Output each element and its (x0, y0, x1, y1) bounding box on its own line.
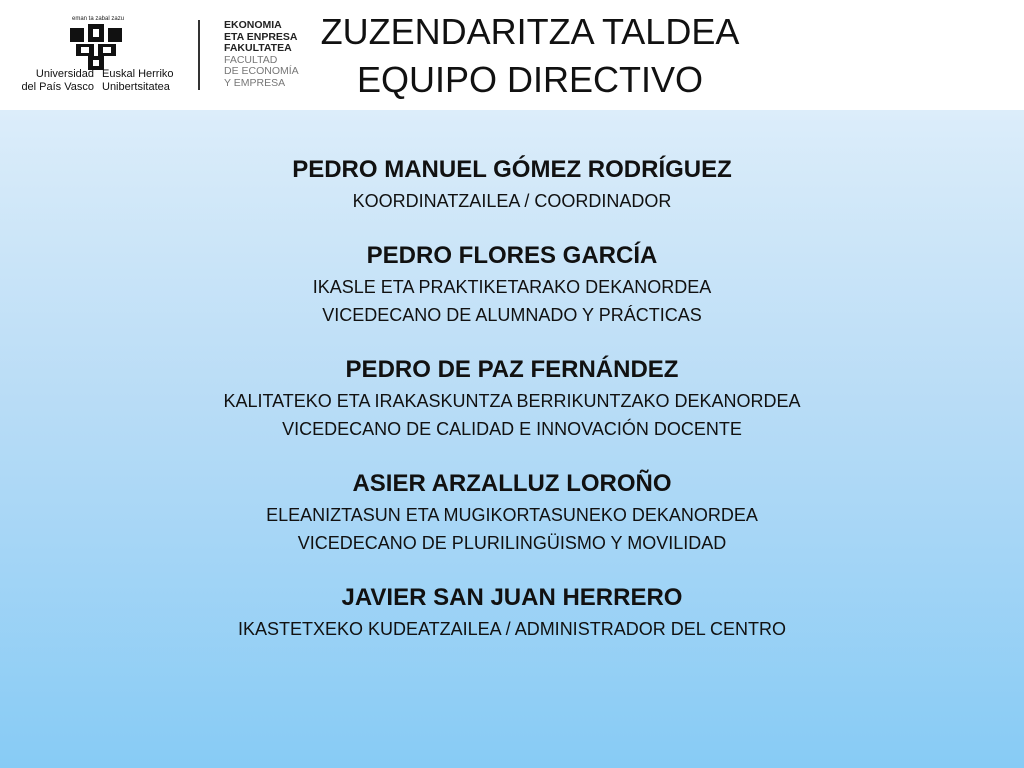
member-entry (0, 467, 1024, 557)
header-bar (0, 0, 1024, 110)
member-role: VICEDECANO DE ALUMNADO Y PRÁCTICAS (322, 305, 702, 325)
upv-ehu-logo (10, 16, 190, 96)
faculty-name-es: FACULTAD DE ECONOMÍA Y EMPRESA (224, 53, 299, 89)
member-role: KALITATEKO ETA IRAKASKUNTZA BERRIKUNTZAKO DEKANORDEA (223, 391, 801, 411)
member-entry (0, 353, 1024, 443)
member-role: KOORDINATZAILEA / COORDINADOR (352, 191, 672, 211)
member-role: VICEDECANO DE PLURILINGÜISMO Y MOVILIDAD (297, 533, 727, 553)
upv-ehu-emblem-icon (68, 24, 124, 70)
member-role: VICEDECANO DE CALIDAD E INNOVACIÓN DOCENTE (282, 419, 742, 439)
member-name: PEDRO MANUEL GÓMEZ RODRÍGUEZ (292, 156, 732, 183)
member-name: JAVIER SAN JUAN HERRERO (341, 584, 683, 611)
member-entry (0, 581, 1024, 643)
member-role: IKASLE ETA PRAKTIKETARAKO DEKANORDEA (312, 277, 712, 297)
member-name: ASIER ARZALLUZ LOROÑO (352, 470, 672, 497)
title-line-es: EQUIPO DIRECTIVO (356, 59, 704, 100)
member-role: ELEANIZTASUN ETA MUGIKORTASUNEKO DEKANORDEA (266, 505, 758, 525)
member-name: PEDRO DE PAZ FERNÁNDEZ (345, 356, 679, 383)
member-list (0, 153, 1024, 667)
logo-name-es: Universidad del País Vasco (21, 68, 94, 93)
page-title (300, 8, 760, 104)
faculty-name-eu: EKONOMIA ETA ENPRESA FAKULTATEA (224, 19, 298, 54)
member-name: PEDRO FLORES GARCÍA (366, 242, 658, 269)
member-entry (0, 153, 1024, 215)
logo-divider (198, 20, 200, 90)
member-entry (0, 239, 1024, 329)
member-role: IKASTETXEKO KUDEATZAILEA / ADMINISTRADOR DEL CENTRO (237, 619, 787, 639)
logo-tagline: eman ta zabal zazu (72, 16, 125, 22)
logo-name-eu: Euskal Herriko Unibertsitatea (102, 68, 174, 93)
title-line-eu: ZUZENDARITZA TALDEA (320, 11, 740, 52)
